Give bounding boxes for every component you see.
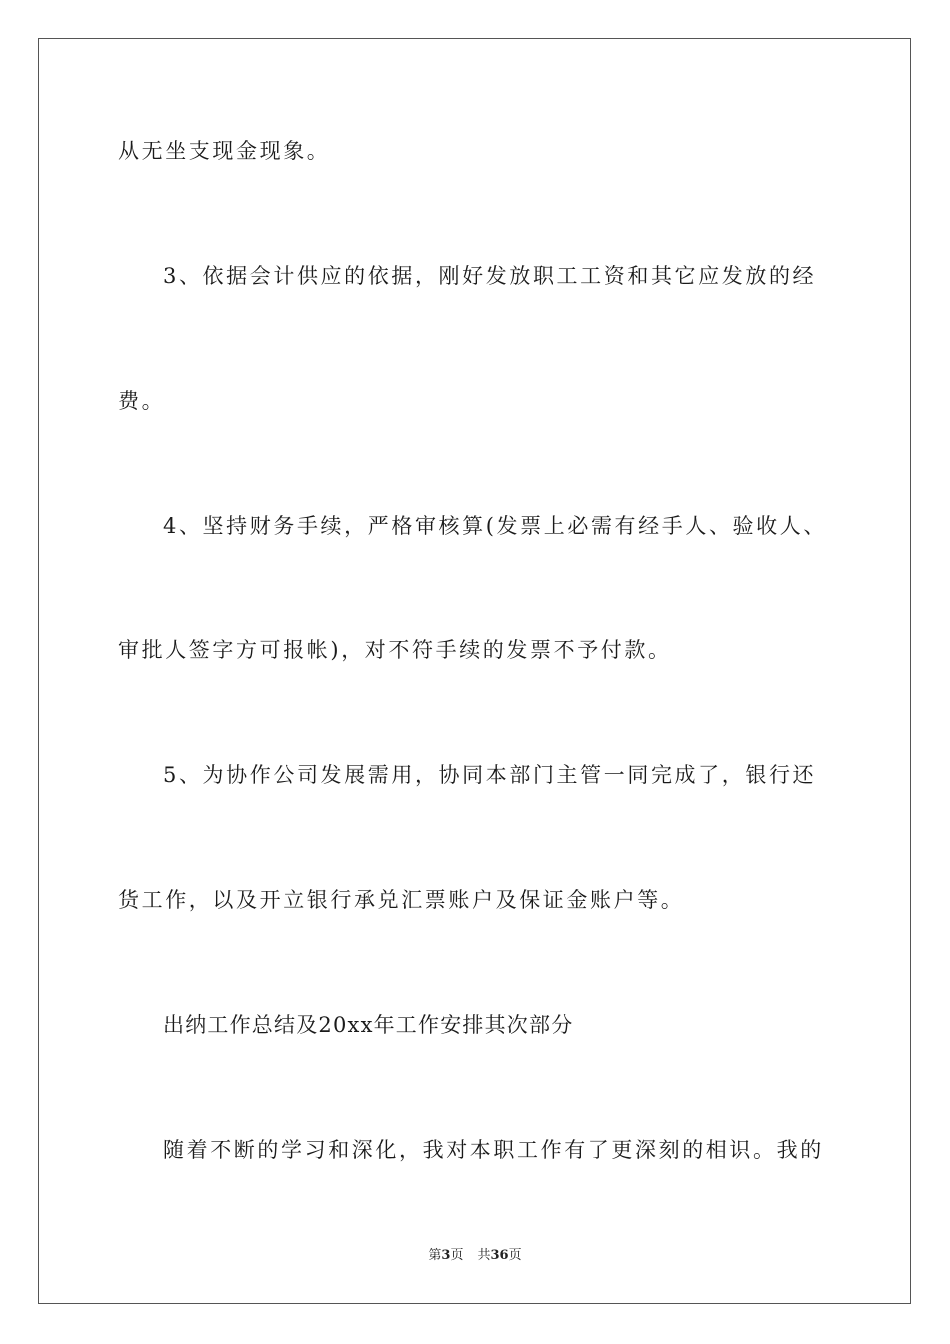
page-border — [38, 38, 911, 1304]
body-line-2: 3、依据会计供应的依据，刚好发放职工工资和其它应发放的经 — [163, 264, 817, 288]
body-line-1: 从无坐支现金现象。 — [118, 139, 331, 163]
footer-page-number: 3 — [441, 1248, 451, 1263]
body-line-4: 4、坚持财务手续，严格审核算(发票上必需有经手人、验收人、 — [163, 514, 827, 538]
footer-page-prefix: 第 — [428, 1248, 442, 1263]
footer-total-prefix: 共 — [477, 1248, 491, 1263]
footer-page-suffix: 页 — [450, 1248, 464, 1263]
footer-total-suffix: 页 — [508, 1248, 522, 1263]
section-heading: 出纳工作总结及20xx年工作安排其次部分 — [163, 1013, 574, 1037]
footer-total-pages: 36 — [490, 1248, 509, 1263]
body-line-5: 审批人签字方可报帐)，对不符手续的发票不予付款。 — [118, 638, 672, 662]
page-footer — [0, 1247, 950, 1265]
body-line-7: 货工作，以及开立银行承兑汇票账户及保证金账户等。 — [118, 888, 685, 912]
body-line-6: 5、为协作公司发展需用，协同本部门主管一同完成了，银行还 — [163, 763, 817, 787]
body-line-3: 费。 — [118, 389, 166, 413]
body-line-9: 随着不断的学习和深化，我对本职工作有了更深刻的相识。我的 — [163, 1138, 824, 1162]
